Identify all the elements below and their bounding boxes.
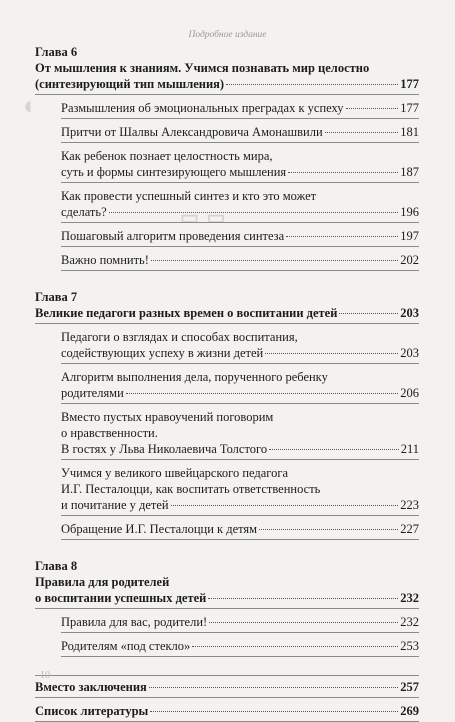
toc-entry[interactable]: Притчи от Шалвы Александровича Амонашвили 181 [61, 124, 419, 143]
table-of-contents [35, 44, 419, 722]
running-head: Подробное издание [188, 30, 267, 40]
chapter-8-title[interactable]: Правила для родителей о воспитании успешных детей 232 [35, 574, 419, 609]
toc-entry-conclusion[interactable]: Вместо заключения 257 [35, 675, 419, 698]
show-through-watermark: ▭ ▭ [180, 207, 227, 229]
chapter-6-label: Глава 6 [35, 45, 78, 59]
toc-entry[interactable]: Обращение И.Г. Песталоцци к детям 227 [61, 521, 419, 540]
page-number-footer: 10 [40, 670, 50, 681]
chapter-6-title[interactable]: От мышления к знаниям. Учимся познавать мир целостно (синтезирующий тип мышления) 177 [35, 60, 419, 95]
toc-entry-bibliography[interactable]: Список литературы 269 [35, 703, 419, 722]
toc-entry[interactable]: Вместо пустых нравоучений поговорим о нравственности. В гостях у Льва Николаевича Толстого 211 [61, 409, 419, 460]
toc-entry[interactable]: Как ребенок познает целостность мира, суть и формы синтезирующего мышления 187 [61, 148, 419, 183]
chapter-7-title[interactable]: Великие педагоги разных времен о воспитании детей 203 [35, 305, 419, 324]
toc-entry[interactable]: Учимся у великого швейцарского педагога И.Г. Песталоцци, как воспитать ответственность и почитание у детей 223 [61, 465, 419, 516]
toc-entry[interactable]: Важно помнить! 202 [61, 252, 419, 271]
toc-entry[interactable]: Правила для вас, родители! 232 [61, 614, 419, 633]
page-number: 177 [400, 77, 419, 91]
chapter-8-label: Глава 8 [35, 559, 78, 573]
toc-entry[interactable]: Педагоги о взглядах и способах воспитания, содействующих успеху в жизни детей 203 [61, 329, 419, 364]
toc-entry[interactable]: Алгоритм выполнения дела, порученного ребенку родителями 206 [61, 369, 419, 404]
toc-entry[interactable]: Пошаговый алгоритм проведения синтеза 197 [61, 228, 419, 247]
show-through-watermark: ◖ [20, 90, 37, 120]
chapter-7-label: Глава 7 [35, 290, 78, 304]
toc-entry[interactable]: Родителям «под стекло» 253 [61, 638, 419, 657]
toc-entry[interactable]: Размышления об эмоциональных преградах к успеху 177 [61, 100, 419, 119]
toc-entry[interactable]: Как провести успешный синтез и кто это может сделать? 196 [61, 188, 419, 223]
